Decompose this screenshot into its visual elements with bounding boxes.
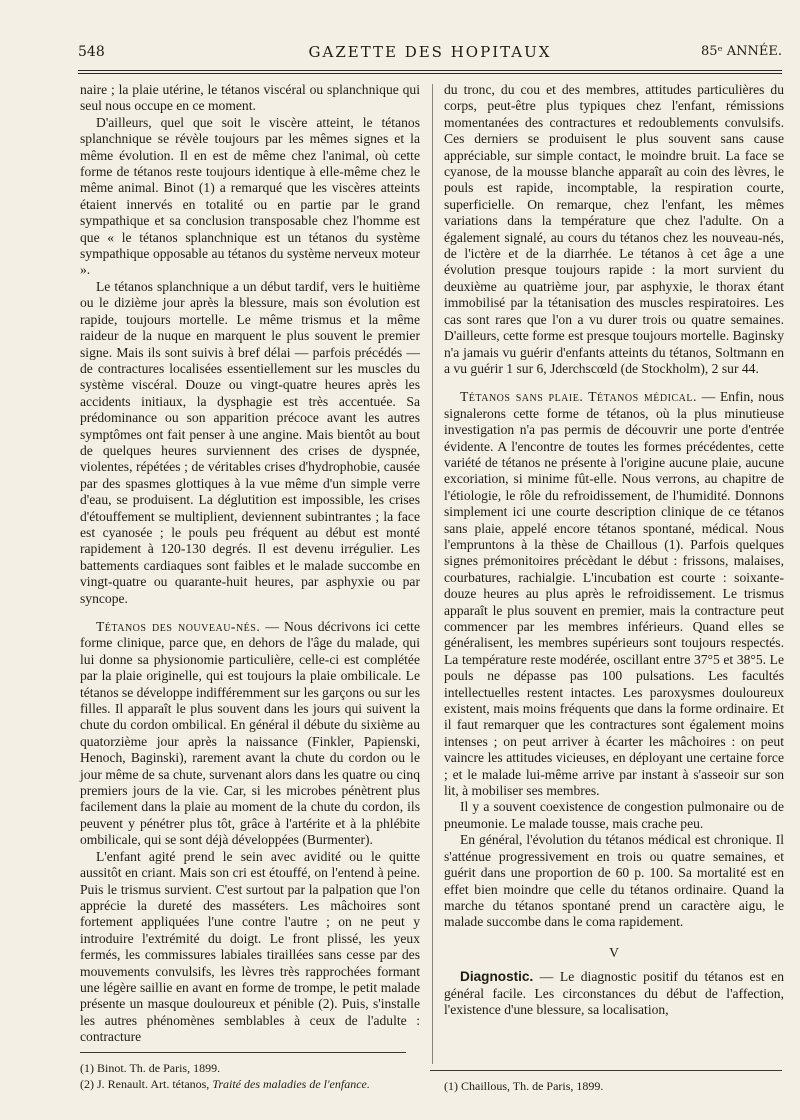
header-rule-double — [78, 73, 782, 74]
section-heading: Diagnostic. — [460, 969, 534, 985]
footnote: (1) Binot. Th. de Paris, 1899. — [80, 1061, 221, 1075]
paragraph-text: — Le diagnostic positif du tétanos est en général facile. Les circonstances du début de l'affection, l'existence d'une blessure, sa localisation, — [444, 969, 784, 1017]
paragraph-diagnostic — [444, 969, 784, 1018]
header-rule — [78, 70, 782, 71]
left-column — [80, 82, 420, 1046]
paragraph-sans-plaie — [444, 389, 784, 799]
footnote-title: Traité des maladies de l'enfance. — [212, 1077, 370, 1091]
section-number: V — [609, 944, 619, 960]
paragraph: Le tétanos splanchnique a un début tardif, vers le huitième ou le dizième jour après la blessure, mais son évolution est rapide, toujours mortelle. Le même trismus et la même raideur de la nuque en marquent le plus souvent le premier signe. Mais ils sont suivis à bref délai — parfois précédés — de contractures localisées essentiellement sur les muscles du système viscéral. Douze ou vingt-quatre heures après les accidents initiaux, la dysphagie est très accentuée. Sa prédominance ou son apparition précoce avant les autres symptômes ont fait penser à une angine. Mais bientôt au bout de quelques heures surviennent des crises de dyspnée, violentes, répétées ; de véritables crises d'hydrophobie, causée par des spasmes glottiques à la vue même d'un simple verre d'eau, se produisent. La déglutition est impossible, les crises d'étouffement se multiplient, deviennent subintrantes ; la face est cyanosée ; le pouls peu fréquent au début est monté rapidement à 120-130 degrés. Il est devenu irrégulier. Les battements cardiaques sont faibles et le malade succombe en vingt-quatre ou quarante-huit heures, par asphyxie ou par syncope. — [80, 278, 420, 606]
page-number: 548 — [78, 44, 105, 60]
paragraph: naire ; la plaie utérine, le tétanos viscéral ou splanchnique qui seul nous occupe en ce moment. — [80, 82, 420, 114]
paragraph: du tronc, du cou et des membres, attitudes particulières du corps, peut-être plus typiques chez l'enfant, rémissions momentanées des contractures et redoublements convulsifs. Ces derniers se produisent le plus souvent sans cause appréciable, sur simple contact, le moindre bruit. La face se cyanose, de la mousse blanche apparaît au coin des lèvres, le pouls est rapide, incomptable, la respiration courte, superficielle. On remarque, chez l'enfant, les mêmes variations dans la température que chez l'adulte. On a également signalé, au cours du tétanos chez les nouveau-nés, de l'ictère et de la diarrhée. Le tétanos à cet âge a une évolution presque toujours rapide : la mort survient du deuxième au quatrième jour, par asphyxie, le thorax étant immobilisé par la tétanisation des muscles respiratoires. Les cas sont rares que l'on a vu durer trois ou quatre semaines. D'ailleurs, cette forme est presque toujours mortelle. Baginsky n'a jamais vu guérir d'enfants atteints du tétanos, Soltmann en a vu guérir 1 sur 6, Jderchscœld (de Stockholm), 2 sur 44. — [444, 82, 784, 376]
section-heading: Tétanos sans plaie. Tétanos médical. — [460, 389, 697, 405]
footnote-text: (2) J. Renault. Art. tétanos, — [80, 1077, 210, 1091]
section-heading: Tétanos des nouveau-nés. — [96, 619, 261, 634]
paragraph: D'ailleurs, quel que soit le viscère atteint, le tétanos splanchnique se révèle toujours par les mêmes signes et la même évolution. Il en est de même chez l'animal, où cette forme de tétanos reste toujours identique à elle-même chez le même animal. Binot (1) a remarqué que les viscères atteints étaient innervés en totalité ou en partie par le grand sympathique et sa conclusion transposable chez l'homme est que « le tétanos splanchnique est un tétanos du système sympathique opposable au tétanos du système nerveux moteur ». — [80, 114, 420, 278]
paragraph: L'enfant agité prend le sein avec avidité ou le quitte aussitôt en criant. Mais son cri est étouffé, on l'entend à peine. Puis le trismus survient. C'est surtout par la palpation que l'on apprécie la dureté des masséters. Les mâchoires sont fortement appliquées l'une contre l'autre ; on ne peut y introduire l'extrémité du doigt. Le front plissé, les yeux fermés, les commissures labiales tiraillées sans cesse par des mouvements convulsifs, les lèvres très rapprochées formant une légère saillie en avant en forme de trompe, le petit malade présente un masque douloureux et pénible (2). Puis, s'installe les autres phénomènes semblables à ceux de l'adulte : contracture — [80, 848, 420, 1045]
column-divider — [432, 84, 433, 1064]
paragraph: En général, l'évolution du tétanos médical est chronique. Il s'atténue progressivement en trois ou quatre semaines, et guérit dans une proportion de 60 p. 100. Sa mortalité est en effet bien moindre que celle du tétanos ordinaire. Quand la marche du tétanos spontané prend un caractère aigu, le malade succombe dans le coma rapidement. — [444, 832, 784, 930]
footnote: (1) Chaillous, Th. de Paris, 1899. — [444, 1079, 604, 1093]
journal-year: 85ᵉ ANNÉE. — [701, 44, 782, 59]
footnotes-left — [80, 1060, 420, 1092]
paragraph-nouveau-nes — [80, 619, 420, 849]
paragraph-text: — Nous décrivons ici cette forme clinique, parce que, en dehors de l'âge du malade, qui lui donne sa physionomie particulière, celle-ci est complétée par la plaie originelle, qui est toujours la plaie ombilicale. Le tétanos se développe indifféremment sur les garçons ou sur les filles. Il apparaît le plus souvent dans les jours qui suivent la chute du cordon ombilical. En général il débute du sixième au quatorzième jour après la naissance (Finkler, Papienski, Henoch, Baginski), rarement avant la chute du cordon ou le jour même de sa chute, survenant alors dans les quatre ou cinq premiers jours de la vie. Car, si les microbes pénètrent plus facilement dans la plaie au moment de la chute du cordon, ils peuvent y pénétrer plus tôt, grâce à l'artérite et à la phlébite ombilicale, qui se sont déjà développées (Burmenter). — [80, 619, 420, 848]
right-column — [444, 82, 784, 1018]
footnotes-right — [444, 1078, 784, 1094]
footnote-rule — [80, 1052, 406, 1053]
journal-title: GAZETTE DES HOPITAUX — [308, 43, 552, 61]
footnote-rule — [430, 1070, 782, 1071]
footnote — [80, 1076, 420, 1092]
paragraph: Il y a souvent coexistence de congestion pulmonaire ou de pneumonie. Le malade tousse, mais crache peu. — [444, 799, 784, 831]
page-header — [78, 40, 782, 66]
paragraph-text: — Enfin, nous signalerons cette forme de tétanos, où la plus minutieuse investigation n'a pas permis de découvrir une porte d'entrée évidente. A l'encontre de toutes les formes précédentes, cette variété de tétanos ne présente à l'origine aucune plaie, aucune excoriation, si minime fût-elle. Nous verrons, au chapitre de l'étiologie, le rôle du refroidissement, de l'humidité. Donnons simplement ici une courte description clinique de ce tétanos sans plaie, appelé encore tétanos spontané, médical. Nous l'empruntons à la thèse de Chaillous (1). Parfois quelques signes prémonitoires précèdant le début : frissons, malaises, courbatures, rachialgie. L'incubation est courte : soixante-douze heures au plus après le refroidissement. Le trismus apparaît le plus souvent en premier, mais la contracture peut commencer par les membres inférieurs. Quand elles se généralisent, les membres supérieurs sont toujours respectés. La température reste modérée, oscillant entre 37°5 et 38°5. Le pouls ne dépasse pas 100 pulsations. Les facultés intellectuelles restent intactes. Les paroxysmes douloureux existent, mais moins fréquents que dans la forme ordinaire. Et il faut remarquer que les contractures sont également moins intenses ; on peut arriver à écarter les mâchoires : on peut vaincre les attitudes vicieuses, en déployant une certaine force ; et le malade lui-même arrive par instant à s'asseoir sur son lit, à mobiliser ses membres. — [444, 389, 784, 799]
